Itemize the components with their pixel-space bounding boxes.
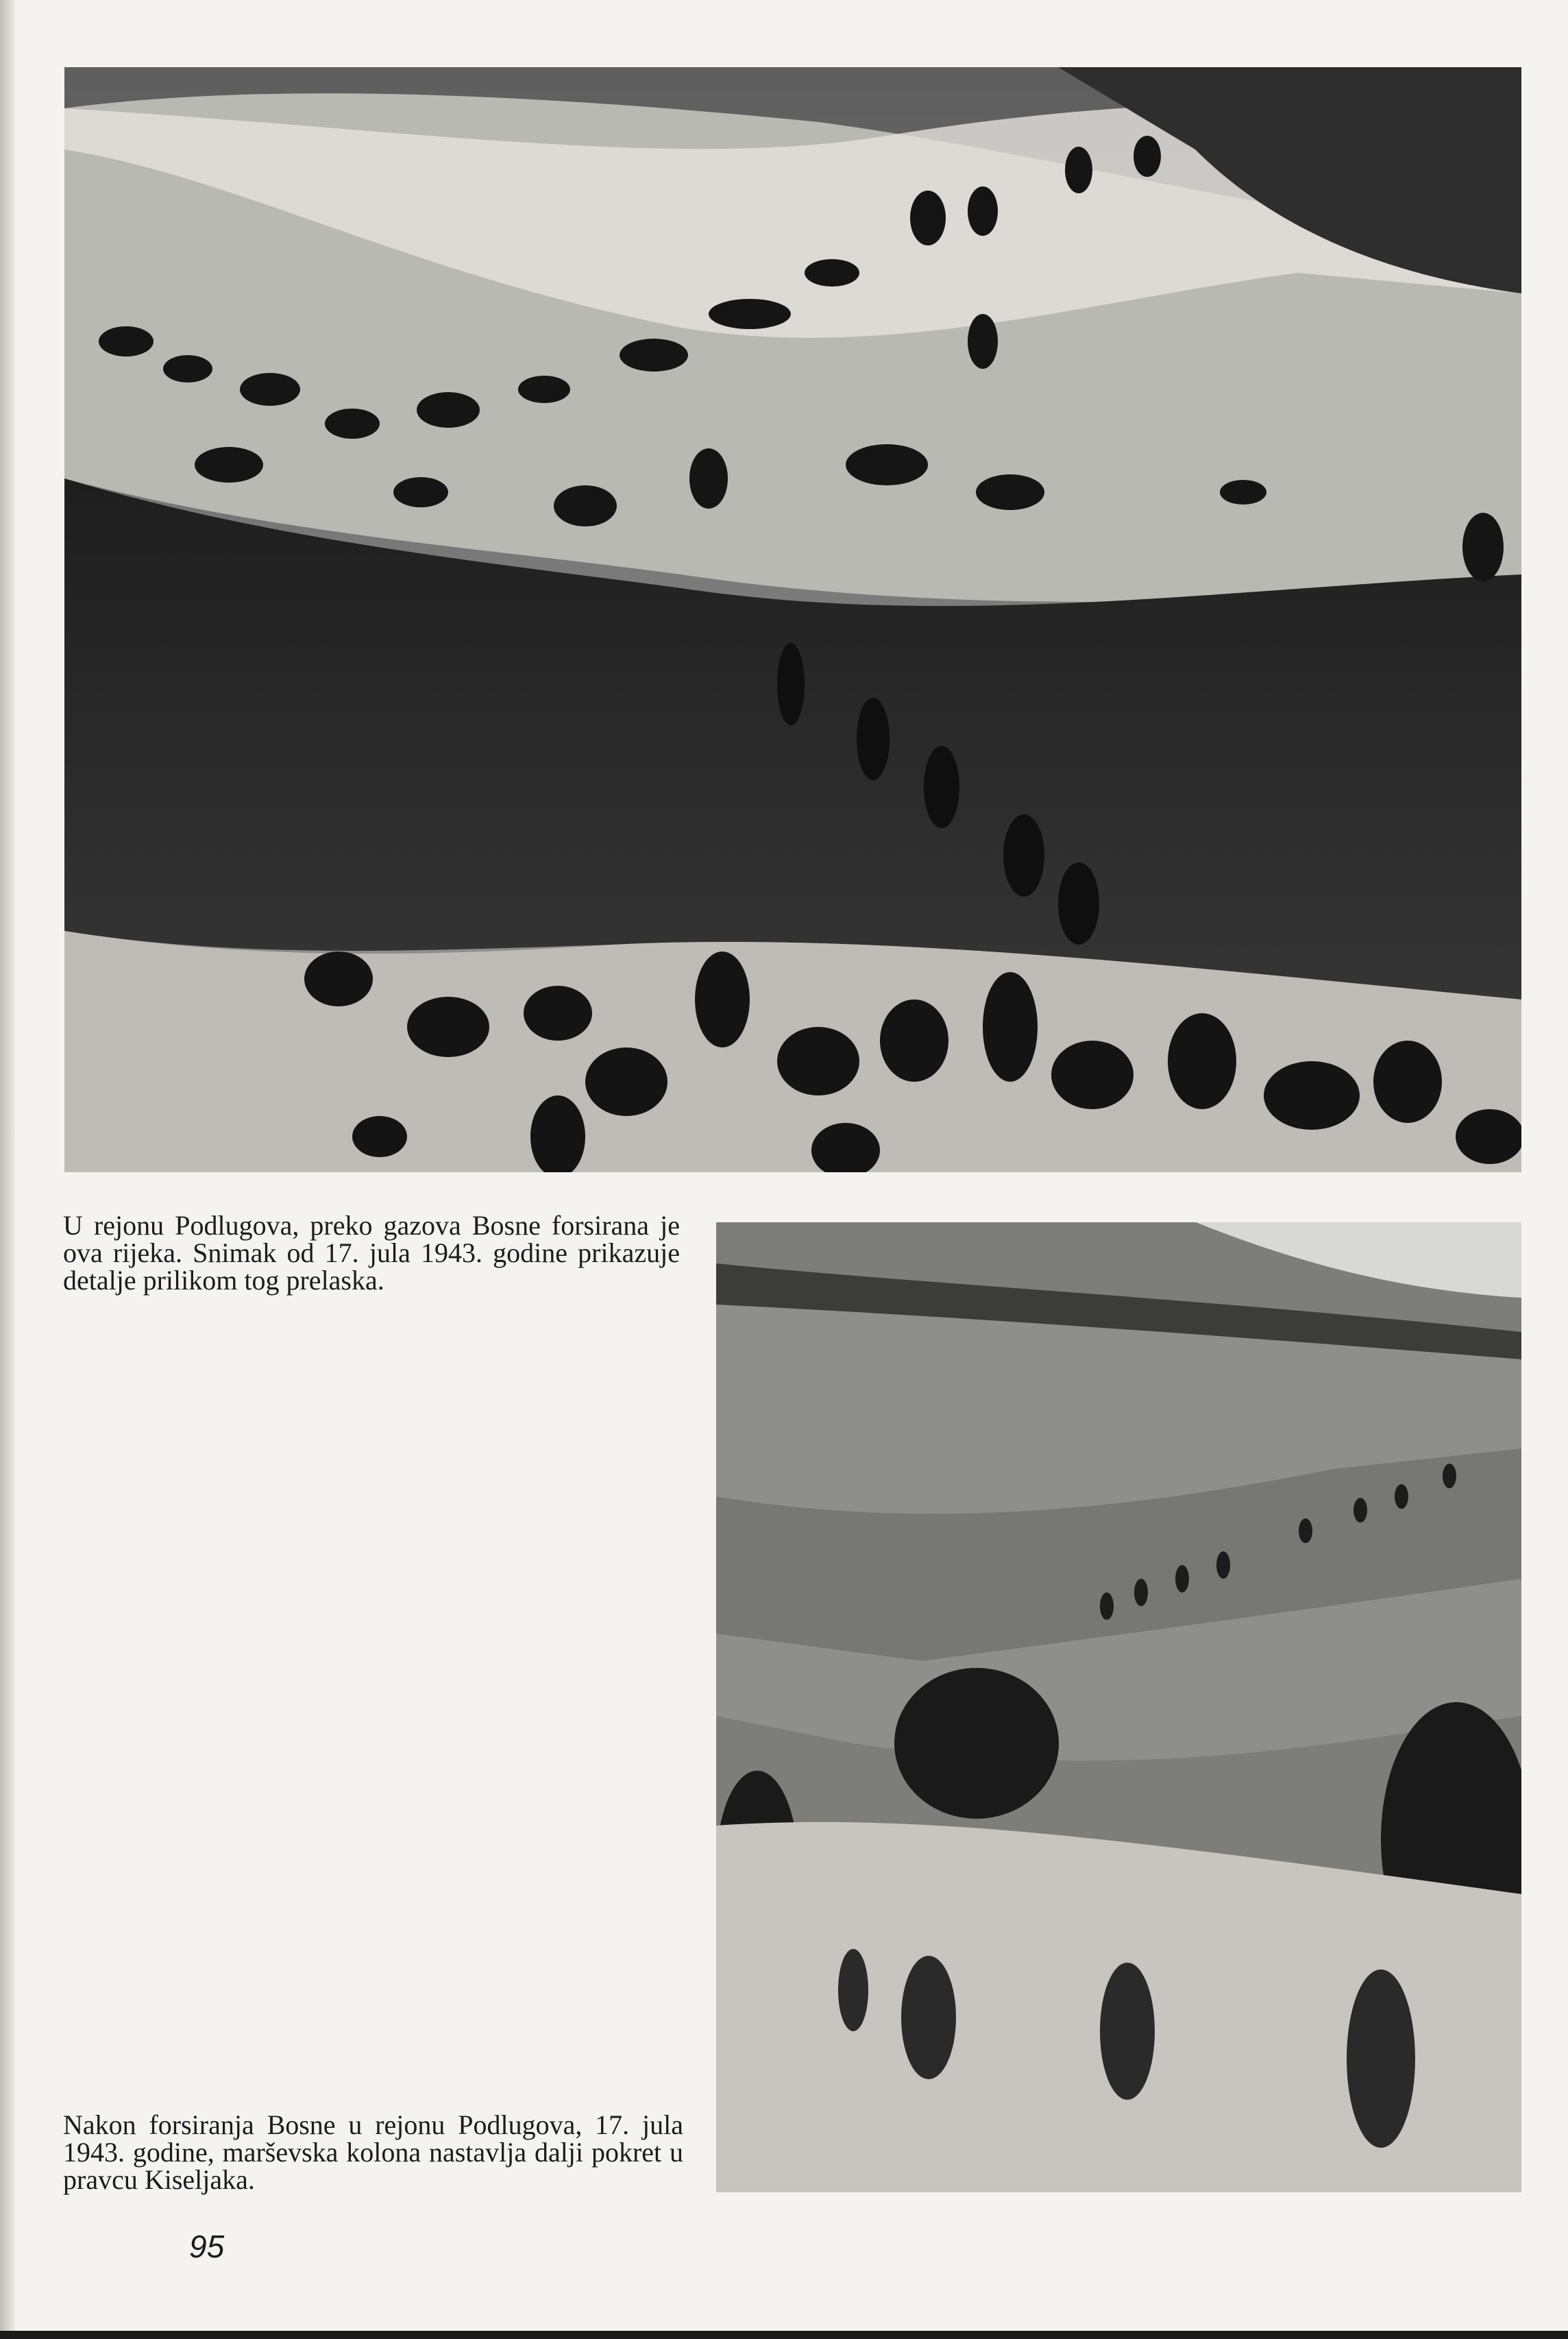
river-crossing-photo-image xyxy=(64,67,1521,1172)
page-binding-edge xyxy=(0,0,15,2339)
page-number: 95 xyxy=(189,2229,225,2264)
marching-column-photo-image xyxy=(716,1222,1521,2192)
marching-column-photo xyxy=(716,1222,1521,2192)
page-bottom-edge xyxy=(0,2331,1568,2339)
caption-marching-column: Nakon forsiranja Bosne u rejonu Podlugova, 17. jula 1943. godine, marševska kolona nastavlja dalji pokret u pravcu Kiseljaka. xyxy=(63,2109,683,2195)
river-crossing-photo xyxy=(64,67,1521,1172)
caption-river-crossing: U rejonu Podlugova, preko gazova Bosne forsirana je ova rijeka. Snimak od 17. jula 1943. godine prikazuje detalje prilikom tog prelaska. xyxy=(63,1210,680,1296)
